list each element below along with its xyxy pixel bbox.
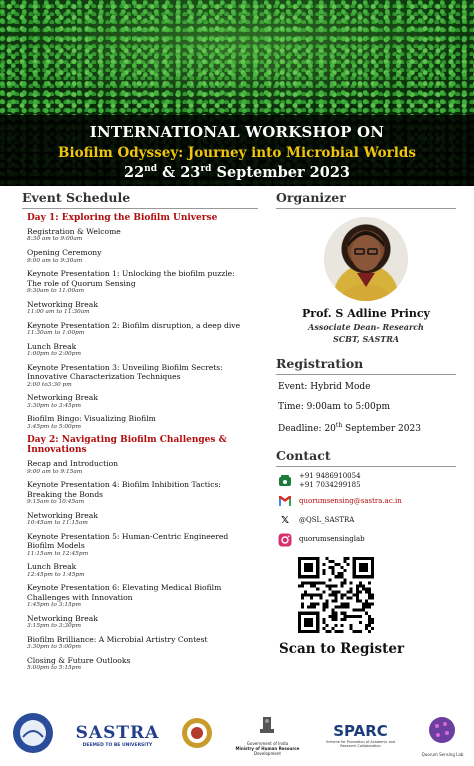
- scan-to-register: Scan to Register: [279, 640, 405, 657]
- twitter-handle[interactable]: @QSL_SASTRA: [299, 516, 355, 525]
- gmail-icon: [278, 495, 292, 509]
- schedule-item-title: Keynote Presentation 1: Unlocking the biofilm puzzle:: [27, 269, 235, 279]
- instagram-handle[interactable]: quorumsensinglab: [299, 535, 365, 544]
- schedule-item-title: Closing & Future Outlooks: [27, 655, 131, 665]
- day1-title: Day 1: Exploring the Biofilm Universe: [27, 213, 218, 223]
- schedule-item: [27, 562, 258, 579]
- phone-icon: [278, 474, 292, 488]
- organizer-heading: Organizer: [276, 190, 456, 209]
- email-link[interactable]: quorumsensing@sastra.ac.in: [299, 497, 402, 506]
- schedule-item-time: 9:30am to 11:00am: [27, 288, 85, 294]
- schedule-item-title: Networking Break: [27, 299, 98, 309]
- registration-qr-code[interactable]: [298, 557, 374, 633]
- schedule-item-title: Keynote Presentation 6: Elevating Medical Biofilm: [27, 583, 222, 593]
- workshop-dates: 22nd & 23rd September 2023: [123, 164, 350, 181]
- registration-time: Time: 9:00am to 5:00pm: [278, 402, 391, 412]
- schedule-item-time: 9:15am to 10:45am: [27, 499, 85, 506]
- event-schedule: [22, 190, 258, 677]
- organizer-dept: SCBT, SASTRA: [332, 334, 400, 344]
- contact-heading: Contact: [276, 448, 456, 467]
- schedule-item-time: 12:45pm to 1:45pm: [27, 571, 85, 578]
- schedule-item: [27, 321, 258, 338]
- schedule-item-time: 1:00pm to 2:00pm: [27, 351, 81, 358]
- title-band: [0, 115, 474, 186]
- schedule-item-time: 9:00 am to 9:30am: [27, 257, 83, 264]
- schedule-item: [27, 300, 258, 317]
- schedule-item-time: 5:00pm to 5:15pm: [27, 665, 81, 672]
- schedule-item: [27, 269, 258, 296]
- schedule-item-title: Networking Break: [27, 393, 98, 403]
- day1-list: [22, 227, 258, 431]
- schedule-item: [27, 459, 258, 476]
- schedule-item-title-cont: The role of Quorum Sensing: [27, 278, 136, 288]
- schedule-heading: Event Schedule: [22, 190, 258, 209]
- schedule-item-title: Registration & Welcome: [27, 227, 121, 236]
- schedule-item-time: 1:45pm to 3:15pm: [27, 602, 81, 609]
- schedule-item-title: Opening Ceremony: [27, 248, 102, 258]
- schedule-item: [27, 248, 258, 265]
- schedule-item-title: Biofilm Bingo: Visualizing Biofilm: [27, 414, 156, 424]
- university-seal-logo: [11, 711, 55, 759]
- schedule-item-time: 8:30 am to 9:00am: [27, 236, 83, 243]
- schedule-item-title: Keynote Presentation 5: Human-Centric Engineered: [27, 531, 229, 541]
- registration-mode: Event: Hybrid Mode: [278, 382, 371, 392]
- instagram-icon: [278, 533, 292, 547]
- schedule-item: [27, 363, 258, 390]
- footer-logos: [0, 704, 474, 766]
- organizer-name: Prof. S Adline Princy: [302, 307, 430, 320]
- schedule-item: [27, 583, 258, 610]
- organizer-photo: [324, 217, 408, 301]
- schedule-item-title: Recap and Introduction: [27, 459, 119, 469]
- contact-phone: [278, 472, 456, 490]
- schedule-item: [27, 393, 258, 410]
- schedule-item: [27, 342, 258, 359]
- schedule-item-time: 3:30pm to 3:45pm: [27, 402, 81, 409]
- schedule-item-time: 3:45pm to 5:00pm: [27, 423, 81, 430]
- schedule-item-title: Biofilm Brilliance: A Microbial Artistry Contest: [27, 634, 208, 644]
- schedule-item-time: 11:30am to 1:00pm: [27, 330, 85, 337]
- phone-number-1[interactable]: +91 9486910054: [299, 472, 361, 480]
- schedule-item-title: Keynote Presentation 3: Unveiling Biofilm Secrets:: [27, 362, 223, 372]
- day2-list: [22, 459, 258, 673]
- quorum-sensing-lab-logo: Quorum Sensing Lab: [422, 714, 464, 757]
- schedule-item-title: Networking Break: [27, 510, 98, 520]
- organizer-role: Associate Dean- Research: [308, 322, 424, 332]
- phone-number-2[interactable]: +91 7034299185: [299, 480, 361, 489]
- schedule-item-time: 11:15am to 12:45pm: [27, 550, 89, 557]
- emblem-seal-logo: [180, 716, 214, 754]
- workshop-title: Biofilm Odyssey: Journey into Microbial Worlds: [58, 145, 416, 161]
- schedule-item: [27, 227, 258, 244]
- sastra-logo: SASTRA DEEMED TO BE UNIVERSITY: [75, 722, 160, 748]
- schedule-item-title: Lunch Break: [27, 562, 77, 572]
- sparc-logo: SPARC Scheme for Promotion of Academic and Research Collaboration: [325, 722, 396, 748]
- schedule-item: [27, 532, 258, 559]
- schedule-item-title-cont: Biofilm Models: [27, 541, 85, 551]
- schedule-item-title: Lunch Break: [27, 341, 77, 351]
- contact-email: [278, 495, 456, 509]
- schedule-item-time: 10:45am to 11:15am: [27, 520, 88, 527]
- schedule-item: [27, 414, 258, 431]
- schedule-item-title: Keynote Presentation 2: Biofilm disruption, a deep dive: [27, 320, 241, 330]
- schedule-item: [27, 635, 258, 652]
- schedule-item-title-cont: Innovative Characterization Techniques: [27, 372, 181, 382]
- schedule-item-title: Networking Break: [27, 613, 98, 623]
- govt-india-logo: Government of India Ministry of Human Resource Development: [236, 715, 300, 756]
- day2-title: Day 2: Navigating Biofilm Challenges & Innovations: [27, 435, 227, 456]
- schedule-item-title-cont: Challenges with Innovation: [27, 592, 133, 602]
- schedule-item-time: 9:00 am to 9:15am: [27, 468, 83, 475]
- schedule-item: [27, 480, 258, 507]
- right-column: [276, 190, 456, 657]
- contact-instagram: [278, 533, 456, 547]
- schedule-item-title-cont: Breaking the Bonds: [27, 489, 104, 499]
- banner-image: [0, 0, 474, 186]
- registration-heading: Registration: [276, 356, 456, 375]
- schedule-item: [27, 656, 258, 673]
- schedule-item: [27, 511, 258, 528]
- schedule-item-time: 3:15pm to 3:30pm: [27, 623, 81, 630]
- registration-deadline: Deadline: 20th September 2023: [278, 422, 421, 434]
- schedule-item-time: 2:00 to3:30 pm: [27, 381, 72, 388]
- schedule-item: [27, 614, 258, 631]
- x-twitter-icon: 𝕏: [280, 514, 290, 526]
- workshop-heading: INTERNATIONAL WORKSHOP ON: [89, 123, 385, 141]
- schedule-item-time: 11:00 am to 11:30am: [27, 309, 90, 316]
- schedule-item-title: Keynote Presentation 4: Biofilm Inhibition Tactics:: [27, 480, 221, 490]
- schedule-item-time: 3:30pm to 5:00pm: [27, 644, 81, 651]
- contact-twitter: [278, 514, 456, 528]
